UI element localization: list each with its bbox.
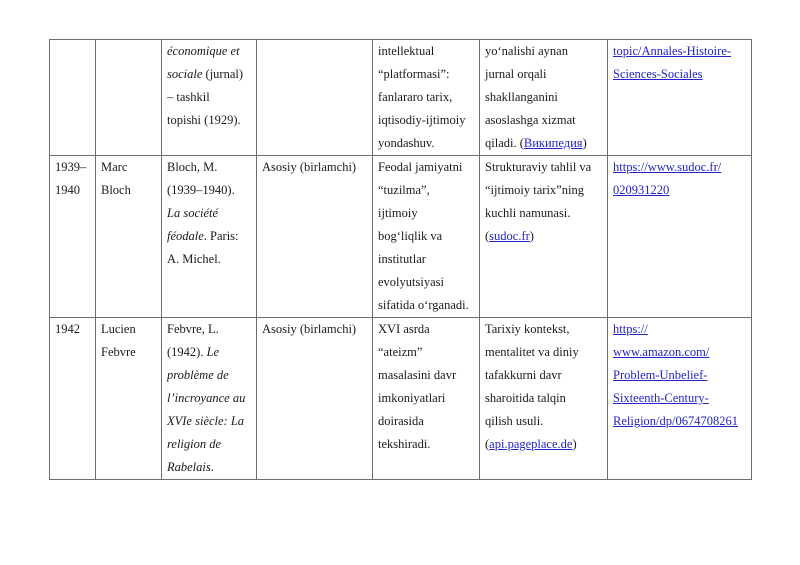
source-cell: Bloch, M. (1939–1940). La société féodale. Paris: A. Michel. xyxy=(162,156,257,318)
significance-line: asoslashga xizmat xyxy=(485,113,576,127)
sources-table xyxy=(49,39,752,480)
source-line: topishi (1929). xyxy=(167,113,241,127)
content-cell: XVI asrda “ateizm” masalasini davr imkoniyatlari doirasida tekshiradi. xyxy=(373,318,480,480)
table-row xyxy=(50,318,752,480)
year-cell xyxy=(50,40,96,156)
content-line: yondashuv. xyxy=(378,136,435,150)
type-cell: Asosiy (birlamchi) xyxy=(257,318,373,480)
content-line: fanlararo tarix, xyxy=(378,90,453,104)
author-cell: Marc Bloch xyxy=(96,156,162,318)
significance-cell: Strukturaviy tahlil va “ijtimoiy tarix”ning kuchli namunasi. (sudoc.fr) xyxy=(480,156,608,318)
author-cell: Lucien Febvre xyxy=(96,318,162,480)
type-cell: Asosiy (birlamchi) xyxy=(257,156,373,318)
significance-line: shakllanganini xyxy=(485,90,558,104)
url-link[interactable]: https:// www.amazon.com/ Problem-Unbelief- Sixteenth-Century- Religion/dp/0674708261 xyxy=(613,322,738,428)
source-line: – tashkil xyxy=(167,90,210,104)
reference-link[interactable]: api.pageplace.de xyxy=(489,437,573,451)
url-link[interactable]: topic/Annales-Histoire- Sciences-Sociales xyxy=(613,44,732,81)
table-row xyxy=(50,40,752,156)
source-line: sociale (jurnal) xyxy=(167,67,244,81)
link-cell xyxy=(608,156,752,318)
link-cell xyxy=(608,318,752,480)
reference-link[interactable]: sudoc.fr xyxy=(489,229,530,243)
author-cell xyxy=(96,40,162,156)
significance-line: yo‘nalishi aynan xyxy=(485,44,568,58)
content-cell: Feodal jamiyatni “tuzilma”, ijtimoiy bog‘liqlik va institutlar evolyutsiyasi sifatida o‘rganadi. xyxy=(373,156,480,318)
year-cell: 1939– 1940 xyxy=(50,156,96,318)
year-cell: 1942 xyxy=(50,318,96,480)
content-line: iqtisodiy-ijtimoiy xyxy=(378,113,466,127)
link-cell xyxy=(608,40,752,156)
table-row xyxy=(50,156,752,318)
significance-cell xyxy=(480,40,608,156)
significance-cell: Tarixiy kontekst, mentalitet va diniy tafakkurni davr sharoitida talqin qilish usuli. (api.pageplace.de) xyxy=(480,318,608,480)
type-cell xyxy=(257,40,373,156)
content-cell xyxy=(373,40,480,156)
url-link[interactable]: https://www.sudoc.fr/ 020931220 xyxy=(613,160,722,197)
content-line: “platformasi”: xyxy=(378,67,450,81)
reference-link[interactable]: Википедия xyxy=(523,136,583,150)
significance-line: jurnal orqali xyxy=(485,67,547,81)
significance-line: qiladi. (Википедия) xyxy=(485,136,587,150)
source-cell xyxy=(162,40,257,156)
content-line: intellektual xyxy=(378,44,435,58)
source-line: économique et xyxy=(167,44,240,58)
source-cell: Febvre, L. (1942). Le problème de l’incroyance au XVIe siècle: La religion de Rabelais. xyxy=(162,318,257,480)
